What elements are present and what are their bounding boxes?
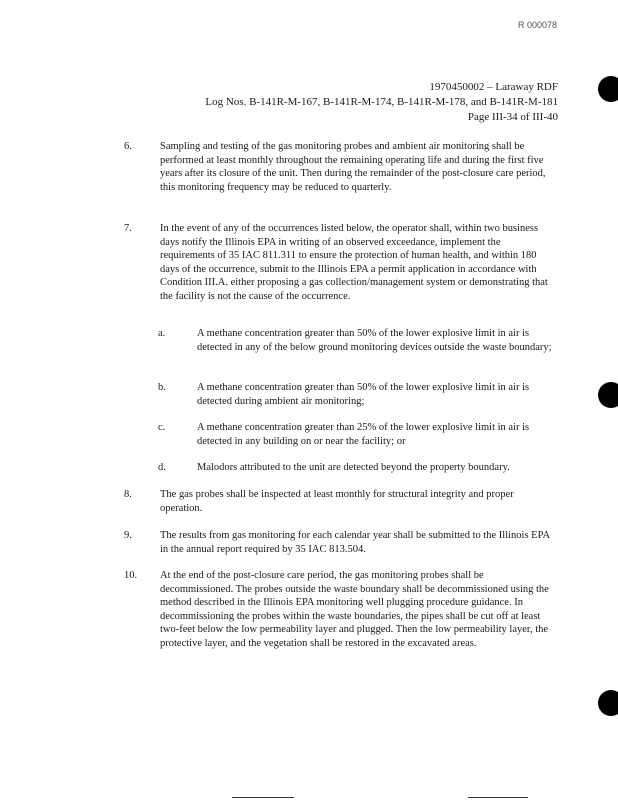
condition-number: 10. bbox=[124, 570, 138, 581]
footer-rule-right bbox=[468, 797, 528, 798]
subitem-letter: b. bbox=[158, 382, 166, 393]
bates-stamp: R 000078 bbox=[518, 20, 558, 30]
footer-rule-left bbox=[232, 797, 294, 798]
subitem-letter: a. bbox=[158, 328, 166, 339]
condition-number: 7. bbox=[124, 223, 132, 234]
condition-text: In the event of any of the occurrences listed below, the operator shall, within two business days notify the Illinois EPA in writing of an observed exceedance, implement the requirements of 35 IAC 811.311 to ensure the protection of human health, and within 180 days of the occurrence, submit to the Illinois EPA a permit application in accordance with Condition III.A. either proposing a gas collection/management system or demonstrating that the facility is not the cause of the occurrence. bbox=[160, 223, 548, 302]
condition-number: 8. bbox=[124, 489, 132, 500]
subitem-text: A methane concentration greater than 50% of the lower explosive limit in air is detected during ambient air monitoring; bbox=[197, 382, 530, 407]
header-log-numbers: Log Nos. B-141R-M-167, B-141R-M-174, B-141R-M-178, and B-141R-M-181 bbox=[205, 96, 558, 108]
condition-number: 9. bbox=[124, 530, 132, 541]
subitem-text: A methane concentration greater than 25% of the lower explosive limit in air is detected in any building on or near the facility; or bbox=[197, 422, 530, 447]
condition-number: 6. bbox=[124, 141, 132, 152]
subitem-text: Malodors attributed to the unit are detected beyond the property boundary. bbox=[197, 462, 510, 473]
document-header bbox=[150, 80, 558, 125]
condition-text: Sampling and testing of the gas monitoring probes and ambient air monitoring shall be performed at least monthly throughout the remaining operating life and during the first five years after its closure of the unit. Then during the remainder of the post-closure care period, this monitoring frequency may be reduced to quarterly. bbox=[160, 141, 546, 193]
condition-text: The results from gas monitoring for each calendar year shall be submitted to the Illinois EPA in the annual report required by 35 IAC 813.504. bbox=[160, 530, 550, 555]
subitem-letter: c. bbox=[158, 422, 166, 433]
condition-text: The gas probes shall be inspected at least monthly for structural integrity and proper operation. bbox=[160, 489, 514, 514]
punch-hole-bottom bbox=[598, 690, 618, 716]
header-page-number: Page III-34 of III-40 bbox=[467, 111, 558, 123]
punch-hole-top bbox=[598, 76, 618, 102]
condition-text: At the end of the post-closure care period, the gas monitoring probes shall be decommissioned. The probes outside the waste boundary shall be decommissioned using the method described in the Illinois EPA monitoring well plugging procedure guidance. In decommissioning the probes within the waste boundaries, the pipes shall be cut off at least two-feet below the low permeability layer and plugged. Then the low permeability layer, the protective layer, and the vegetation shall be restored in the excavated areas. bbox=[160, 570, 549, 649]
subitem-letter: d. bbox=[158, 462, 166, 473]
subitem-text: A methane concentration greater than 50% of the lower explosive limit in air is detected in any of the below ground monitoring devices outside the waste boundary; bbox=[197, 328, 552, 353]
punch-hole-middle bbox=[598, 382, 618, 408]
header-facility-id: 1970450002 – Laraway RDF bbox=[429, 81, 558, 93]
